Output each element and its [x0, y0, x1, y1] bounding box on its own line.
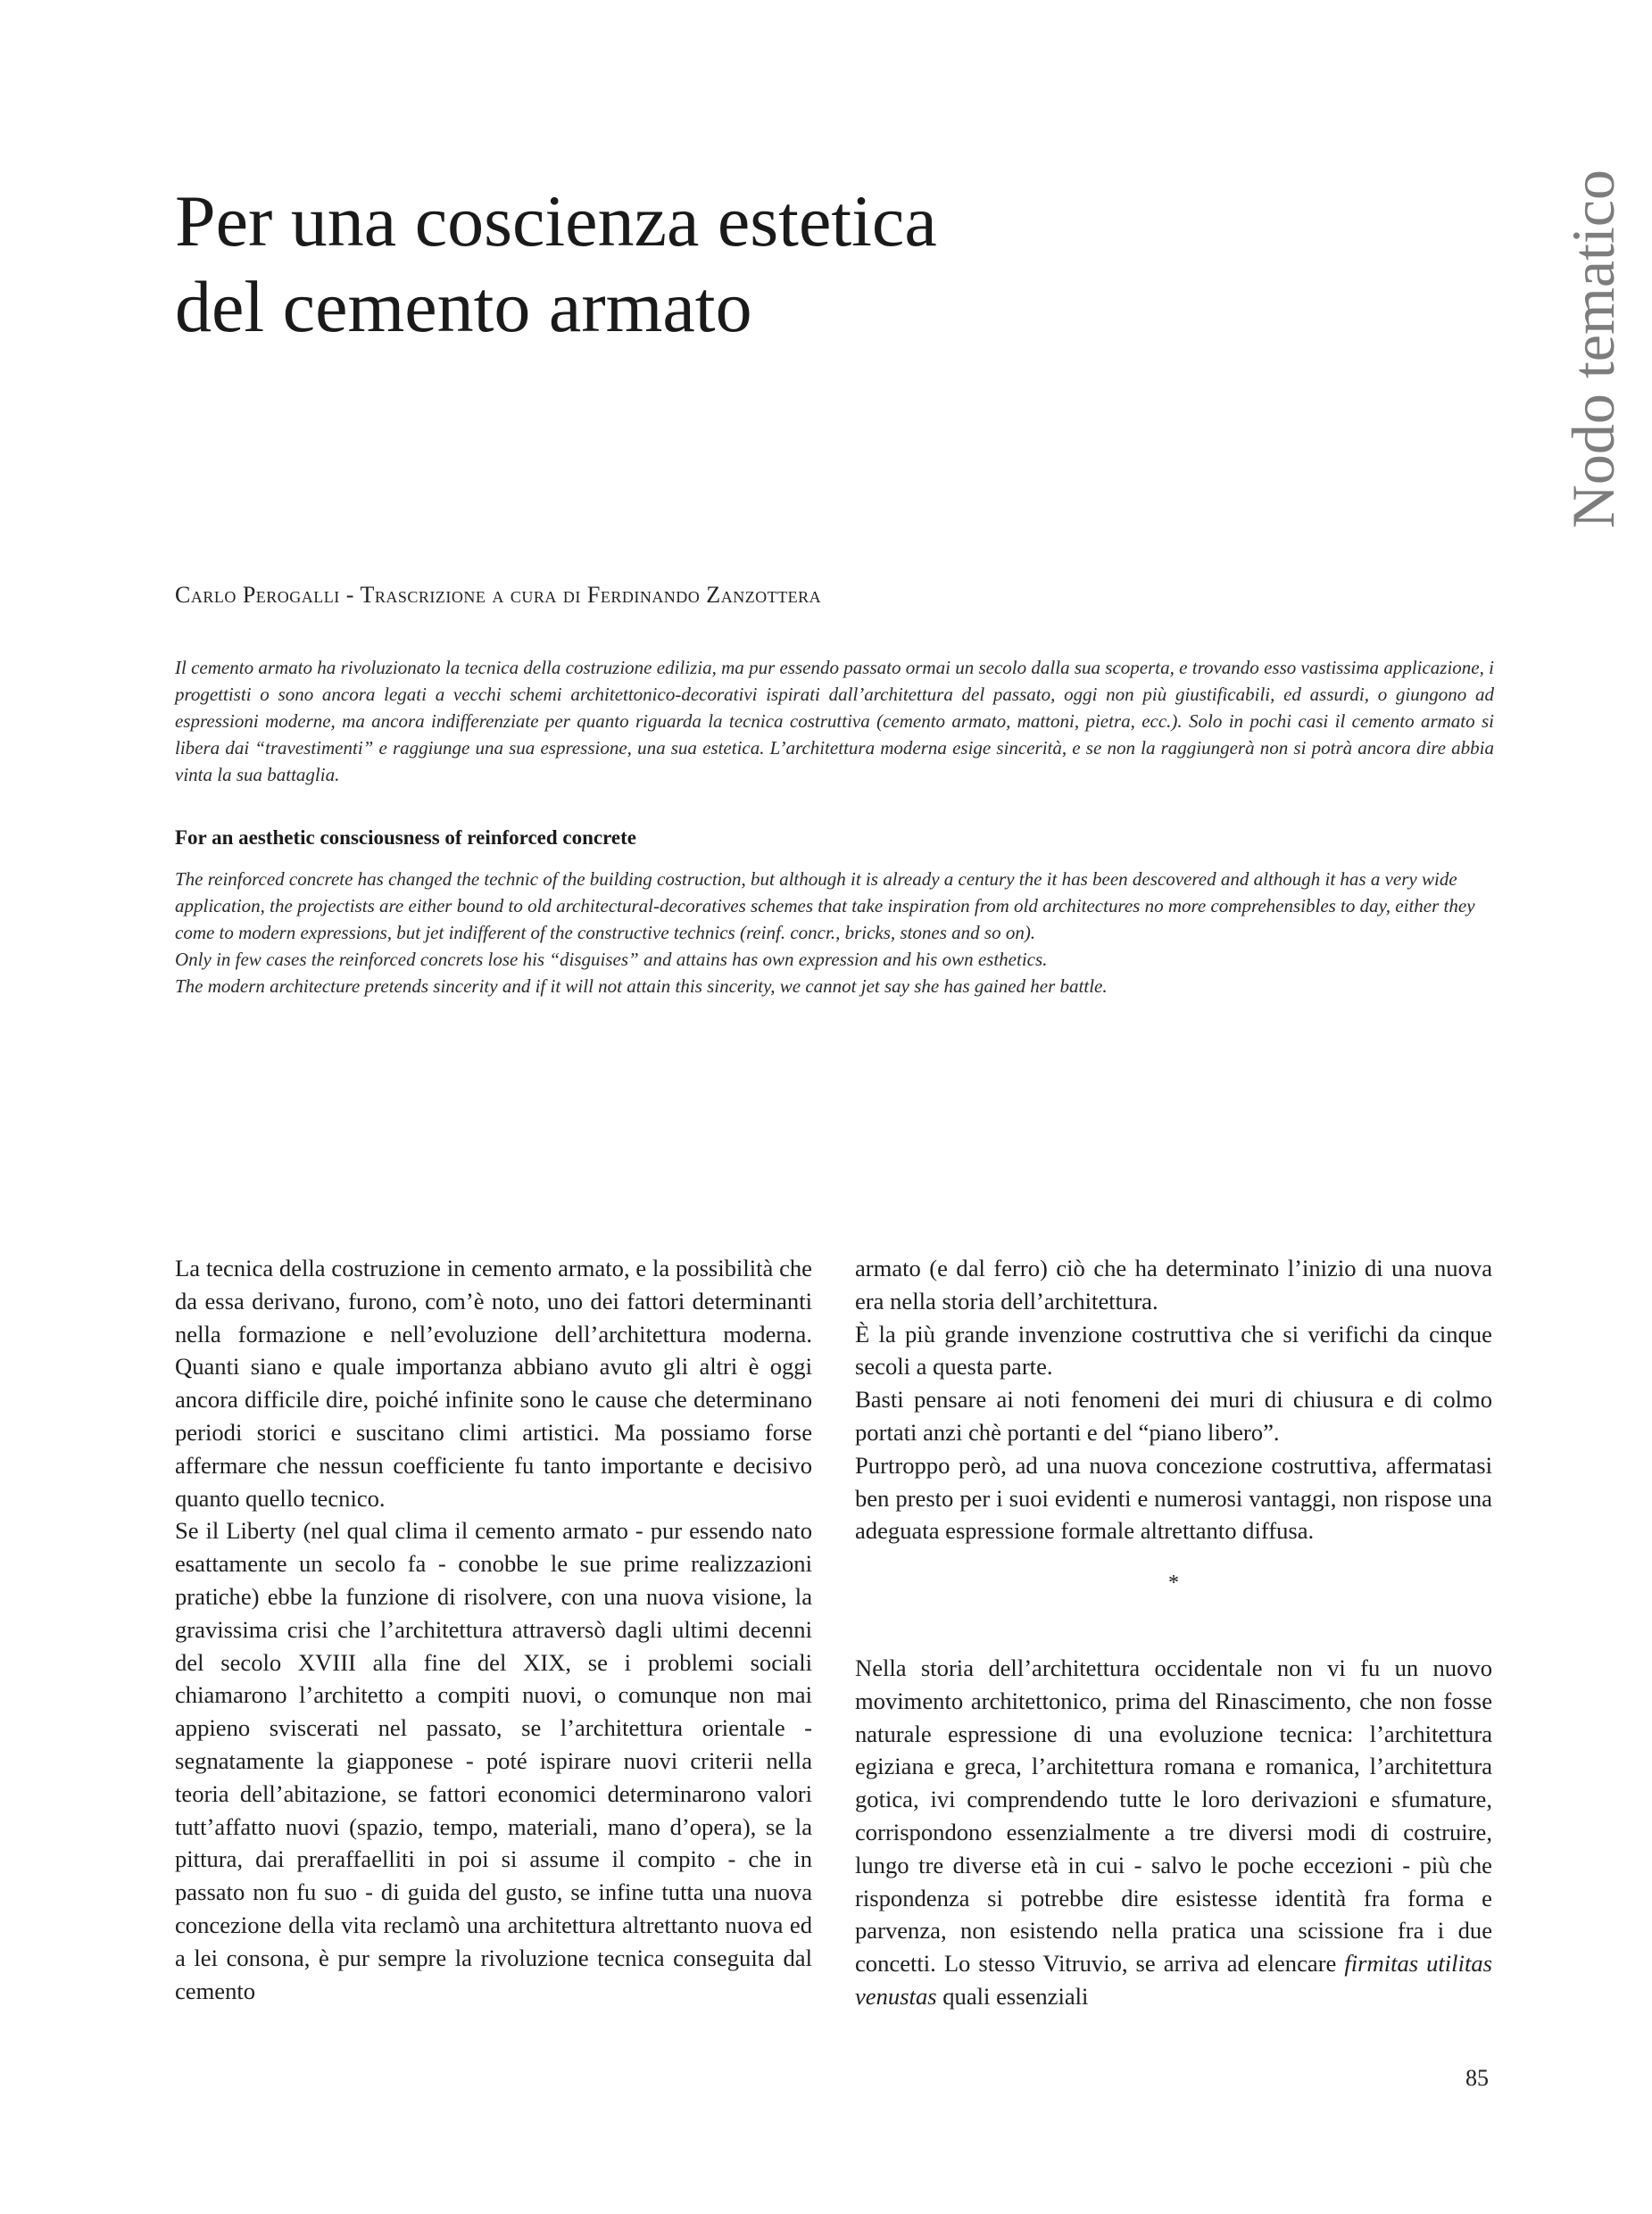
body-paragraph: La tecnica della costruzione in cemento armato, e la possibilità che da essa derivano, furono, com’è noto, uno dei fattori determinanti nella formazione e nell’evoluzione dell’architettura moderna. Quanti siano e quale importanza abbiano avuto gli altri è oggi ancora difficile dire, poiché infinite sono le cause che determinano periodi storici e suscitano climi artistici. Ma possiamo forse affermare che nessun coefficiente fu tanto importante e decisivo quanto quello tecnico. — [175, 1255, 812, 1512]
section-side-label: Nodo tematico — [1559, 170, 1627, 529]
body-text: quali essenziali — [936, 1982, 1089, 2010]
article-title-line-2: del cemento armato — [175, 266, 752, 347]
article-title-line-1: Per una coscienza estetica — [175, 180, 937, 261]
body-paragraph: Purtroppo però, ad una nuova concezione costruttiva, affermatasi ben presto per i suoi evidenti e numerosi vantaggi, non rispose una adeguata espressione formale altrettanto diffusa. — [855, 1451, 1492, 1545]
abstract-english-paragraph: The modern architecture pretends sincerity and if it will not attain this sincerity, we cannot jet say she has gained her battle. — [175, 975, 1108, 997]
body-paragraph: Basti pensare ai noti fenomeni dei muri di chiusura e di colmo portati anzi chè portanti e del “piano libero”. — [855, 1386, 1492, 1446]
body-paragraph: Se il Liberty (nel qual clima il cemento armato - pur essendo nato esattamente un secolo fa - conobbe le sue prime realizzazioni pratiche) ebbe la funzione di risolvere, con una nuova visione, la gravissima crisi che l’architettura attraversò dagli ultimi decenni del secolo XVIII alla fine del XIX, se i problemi sociali chiamarono l’architetto a compiti nuovi, o comunque non mai appieno sviscerati nel passato, se l’architettura orientale - segnatamente la giapponese - poté ispirare nuovi criterii nella teoria dell’abitazione, se fattori economici determinarono valori tutt’affatto nuovi (spazio, tempo, materiali, mano d’opera), se la pittura, dai preraffaelliti in poi si assume il compito - che in passato non fu suo - di guida del gusto, se infine tutta una nuova concezione della vita reclamò una architettura altrettanto nuova ed a lei consona, è pur sempre la rivoluzione tecnica conseguita dal cemento — [175, 1517, 812, 2004]
section-separator: * — [1168, 1571, 1179, 1596]
body-column-right — [855, 1252, 1492, 2013]
abstract-english-paragraph: Only in few cases the reinforced concrets lose his “disguises” and attains has own expression and his own esthetics. — [175, 949, 1048, 970]
body-paragraph: armato (e dal ferro) ciò che ha determinato l’inizio di una nuova era nella storia dell’architettura. — [855, 1255, 1492, 1314]
page-number: 85 — [1465, 2065, 1489, 2091]
body-text: Nella storia dell’architettura occidentale non vi fu un nuovo movimento architettonico, prima del Rinascimento, che non fosse naturale espressione di una evoluzione tecnica: l’architettura egiziana e greca, l’architettura romana e romanica, l’architettura gotica, ivi comprendendo tutte le loro derivazioni e sfumature, corrispondono essenzialmente a tre diversi modi di costruire, lungo tre diverse età in cui - salvo le poche eccezioni - più che rispondenza si potrebbe dire esistesse identità fra forma e parvenza, non esistendo nella pratica una scissione fra i due concetti. Lo stesso Vitruvio, se arriva ad elencare — [855, 1654, 1492, 1978]
body-column-left — [175, 1252, 812, 2007]
latin-phrase: firmitas utilitas venustas — [855, 1950, 1492, 2010]
author-line: Carlo Perogalli - Trascrizione a cura di Ferdinando Zanzottera — [175, 582, 822, 608]
body-paragraph — [855, 1652, 1492, 2013]
article-title — [175, 178, 1469, 350]
abstract-italian: Il cemento armato ha rivoluzionato la tecnica della costruzione edilizia, ma pur essendo passato ormai un secolo dalla sua scoperta, e trovando esso vastissima applicazione, i progettisti o sono ancora legati a vecchi schemi architettonico-decorativi ispirati dall’architettura del passato, oggi non più giustificabili, ed assurdi, o giungono ad espressioni moderne, ma ancora indifferenziate per quanto riguarda la tecnica costruttiva (cemento armato, mattoni, pietra, ecc.). Solo in pochi casi il cemento armato si libera dai “travestimenti” e raggiunge una sua espressione, una sua estetica. L’architettura moderna esige sincerità, e se non la raggiungerà non si potrà ancora dire abbia vinta la sua battaglia. — [175, 657, 1494, 785]
body-paragraph: È la più grande invenzione costruttiva che si verifichi da cinque secoli a questa parte. — [855, 1320, 1492, 1381]
abstract-english — [175, 866, 1494, 999]
abstract-english-paragraph: The reinforced concrete has changed the technic of the building costruction, but although it is already a century the it has been descovered and although it has a very wide application, the projectists are either bound to old architectural-decoratives schemes that take inspiration from old architectures no more comprehensibles to day, either they come to modern expressions, but jet indifferent of the constructive technics (reinf. concr., bricks, stones and so on). — [175, 868, 1475, 943]
english-abstract-heading: For an aesthetic consciousness of reinforced concrete — [175, 826, 636, 849]
